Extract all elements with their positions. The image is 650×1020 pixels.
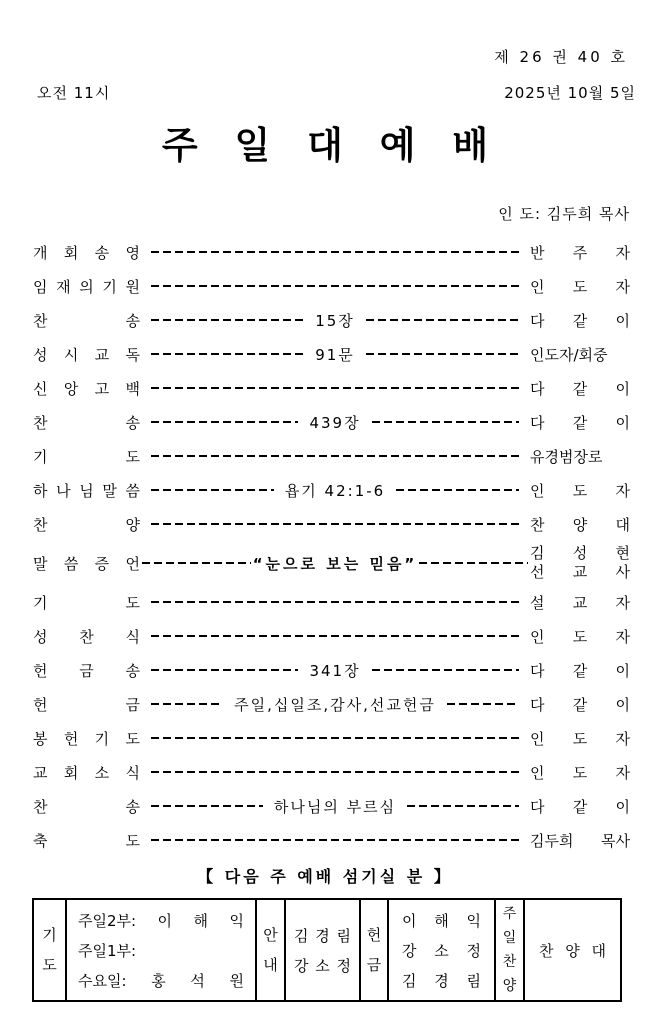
next-week-table (32, 898, 622, 1002)
dash-leader (151, 523, 519, 525)
program-row (33, 755, 630, 789)
program-row (33, 439, 630, 473)
program-row (33, 507, 630, 541)
offering-line: 강 소 정 (402, 941, 481, 960)
program-label: 기 도 (33, 593, 140, 612)
prayer-line: 주일1부: (78, 941, 137, 960)
usher-line: 김 경 림 (294, 926, 351, 945)
offering-line: 김 경 림 (402, 971, 481, 990)
program-row (33, 789, 630, 823)
dash-leader (407, 805, 519, 807)
usher-header: 안내 (263, 926, 278, 974)
dash-leader (151, 455, 519, 457)
program-label: 기 도 (33, 447, 140, 466)
dash-leader (151, 421, 298, 423)
program-label: 봉 헌 기 도 (33, 729, 140, 748)
next-week-heading: 【 다음 주 예배 섬기실 분 】 (197, 867, 453, 886)
program-label: 신 앙 고 백 (33, 379, 140, 398)
program-performer (530, 544, 630, 582)
program-row (33, 823, 630, 857)
program-label: 성 찬 식 (33, 627, 140, 646)
offering-header: 헌금 (366, 926, 382, 974)
dash-leader (151, 635, 519, 637)
program-label: 개 회 송 영 (33, 243, 140, 262)
program-detail: 341장 (309, 661, 361, 680)
program-performer: 인 도 자 (530, 277, 630, 296)
program-label: 찬 송 (33, 413, 140, 432)
program-performer: 인 도 자 (530, 481, 631, 500)
program-label: 교 회 소 식 (33, 763, 140, 782)
dash-leader (151, 805, 263, 807)
dash-leader (151, 353, 304, 355)
program-performer: 인도자/회중 (530, 345, 608, 364)
program-detail: 91문 (315, 345, 355, 364)
program-label: 축 도 (33, 831, 140, 850)
program-row (33, 235, 630, 269)
program-row (33, 619, 630, 653)
program-label: 임 재 의 기 원 (33, 277, 140, 296)
program-row (33, 337, 630, 371)
praise-value-cell (523, 900, 620, 1000)
program-performer: 다 같 이 (530, 695, 631, 714)
program-row (33, 687, 630, 721)
program-performer: 다 같 이 (530, 797, 631, 816)
prayer-header-cell (34, 900, 65, 1000)
program-label: 성 시 교 독 (33, 345, 140, 364)
program-row (33, 269, 630, 303)
program-label: 헌 금 (33, 695, 140, 714)
dash-leader (419, 562, 528, 564)
program-performer: 김두희 목사 (530, 831, 630, 850)
program-detail: 욥기 42:1-6 (284, 481, 386, 500)
service-time: 오전 11시 (37, 84, 111, 102)
usher-line: 강 소 정 (294, 956, 351, 975)
program-label: 하 나 님 말 씀 (33, 481, 140, 500)
program-performer: 다 같 이 (530, 311, 631, 330)
dash-leader (151, 839, 519, 841)
dash-leader (396, 489, 519, 491)
prayer-line: 수요일: 홍 석 원 (78, 971, 244, 990)
program-detail: 하나님의 부르심 (273, 797, 397, 816)
praise-header-cell (494, 900, 523, 1000)
program-performer: 인 도 자 (530, 627, 630, 646)
program-performer: 찬 양 대 (530, 515, 630, 534)
program-detail: 주일,십일조,감사,선교헌금 (234, 695, 436, 714)
program-label: 찬 양 (33, 515, 140, 534)
usher-names-cell (284, 900, 359, 1000)
dash-leader (151, 251, 519, 253)
dash-leader (151, 319, 304, 321)
service-leader: 인 도: 김두희 목사 (498, 205, 630, 223)
program-performer: 다 같 이 (530, 379, 630, 398)
offering-header-cell (359, 900, 387, 1000)
prayer-header: 기도 (42, 926, 57, 974)
program-row (33, 653, 630, 687)
dash-leader (151, 387, 519, 389)
program-performer: 다 같 이 (530, 661, 630, 680)
program-row (33, 303, 630, 337)
dash-leader (151, 771, 519, 773)
prayer-names-cell (65, 900, 255, 1000)
prayer-line: 주일2부: 이 해 익 (78, 911, 244, 930)
dash-leader (151, 601, 519, 603)
dash-leader (372, 669, 519, 671)
program-detail: 439장 (309, 413, 361, 432)
dash-leader (151, 489, 274, 491)
dash-leader (366, 319, 519, 321)
program-performer: 반 주 자 (530, 243, 630, 262)
offering-line: 이 해 익 (402, 911, 481, 930)
program-row (33, 405, 630, 439)
program-row (33, 585, 630, 619)
program-row (33, 721, 630, 755)
program-list (33, 235, 630, 857)
praise-value: 찬 양 대 (539, 941, 606, 960)
dash-leader (142, 562, 251, 564)
program-row (33, 473, 630, 507)
program-performer: 인 도 자 (530, 763, 630, 782)
dash-leader (366, 353, 519, 355)
page-title: 주 일 대 예 배 (161, 123, 501, 167)
offering-names-cell (387, 900, 494, 1000)
usher-header-cell (255, 900, 284, 1000)
program-performer: 설 교 자 (530, 593, 630, 612)
program-performer: 유경범장로 (530, 447, 603, 466)
dash-leader (372, 421, 519, 423)
program-row-sermon (33, 541, 630, 585)
dash-leader (151, 703, 223, 705)
issue-number: 제 26 권 40 호 (494, 48, 628, 66)
program-performer: 다 같 이 (530, 413, 630, 432)
time-date-row (0, 67, 650, 103)
dash-leader (447, 703, 519, 705)
praise-header: 주일찬양 (502, 906, 517, 994)
program-row (33, 371, 630, 405)
program-label: 찬 송 (33, 797, 140, 816)
dash-leader (151, 669, 298, 671)
dash-leader (151, 285, 519, 287)
dash-leader (151, 737, 519, 739)
program-label: 말 씀 증 언 (33, 554, 140, 573)
program-label: 헌 금 송 (33, 661, 140, 680)
preacher-name: 김 성 현 (530, 544, 630, 562)
sermon-title: “눈으로 보는 믿음” (252, 554, 418, 573)
service-date: 2025년 10월 5일 (504, 84, 636, 102)
program-detail: 15장 (315, 311, 355, 330)
program-label: 찬 송 (33, 311, 140, 330)
preacher-title: 선 교 사 (530, 563, 630, 581)
program-performer: 인 도 자 (530, 729, 630, 748)
